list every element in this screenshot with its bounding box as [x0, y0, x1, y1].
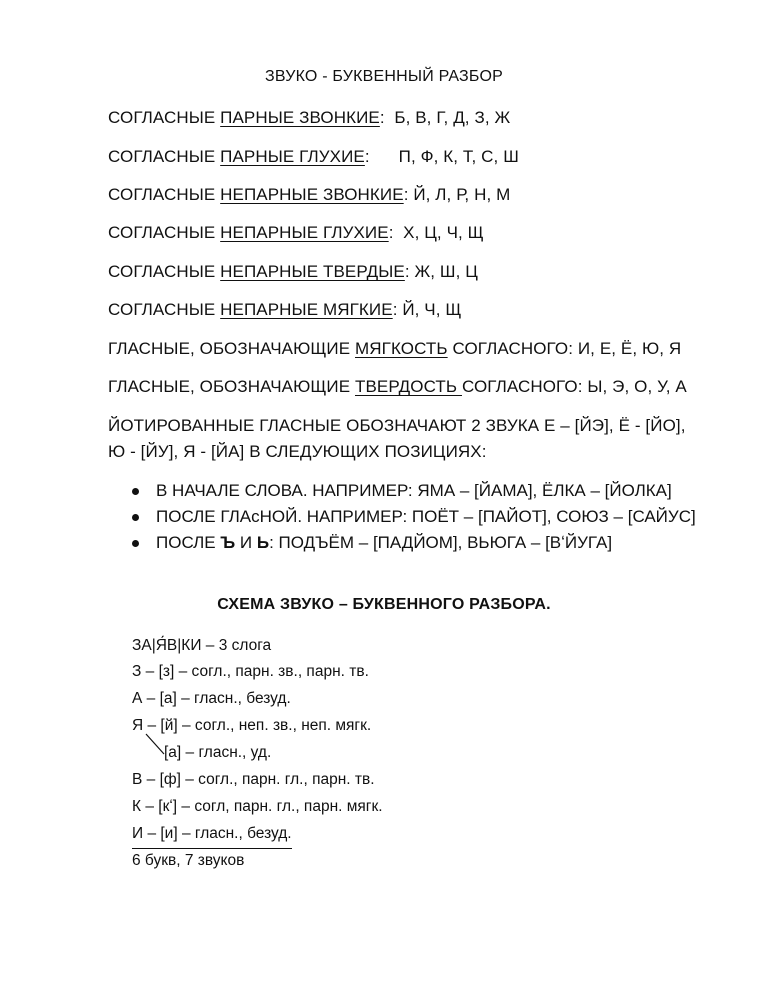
row-unpaired-voiced: [108, 185, 510, 205]
list-item-after: : ПОДЪЁМ – [ПАДЙОМ], ВЬЮГА – [ВʻЙУГА]: [269, 533, 613, 552]
row-suffix: : Ж, Ш, Ц: [404, 262, 478, 281]
sound-split-connector: [140, 730, 170, 762]
iotated-line-2: Ю - [ЙУ], Я - [ЙА] В СЛЕДУЮЩИХ ПОЗИЦИЯХ:: [108, 442, 487, 461]
list-item-before: ПОСЛЕ: [156, 533, 221, 552]
row-prefix: СОГЛАСНЫЕ: [108, 147, 221, 166]
bullet-icon: [132, 514, 139, 521]
row-prefix: ГЛАСНЫЕ, ОБОЗНАЧАЮЩИЕ: [108, 339, 355, 358]
scheme-line: [а] – гласн., уд.: [164, 744, 272, 761]
row-vowels-softness: [108, 339, 681, 359]
row-prefix: СОГЛАСНЫЕ: [108, 108, 221, 127]
row-suffix: : Й, Ч, Щ: [392, 300, 462, 319]
row-suffix: СОГЛАСНОГО: И, Е, Ё, Ю, Я: [447, 339, 682, 358]
row-suffix: : Й, Л, Р, Н, М: [403, 185, 511, 204]
scheme-line: Я – [й] – согл., неп. зв., неп. мягк.: [132, 717, 372, 734]
row-term: ПАРНЫЕ ГЛУХИЕ: [220, 147, 365, 166]
hard-sign: Ъ: [220, 533, 236, 552]
row-term: НЕПАРНЫЕ ТВЕРДЫЕ: [220, 262, 405, 281]
list-item-text: В НАЧАЛЕ СЛОВА. НАПРИМЕР: ЯМА – [ЙАМА], ЁЛКА – [ЙОЛКА]: [156, 481, 672, 500]
row-prefix: СОГЛАСНЫЕ: [108, 223, 221, 242]
list-item-mid: И: [235, 533, 257, 552]
row-unpaired-voiceless: [108, 223, 484, 243]
bullet-icon: [132, 488, 139, 495]
bullet-icon: [132, 540, 139, 547]
scheme-line: В – [ф] – согл., парн. гл., парн. тв.: [132, 771, 375, 788]
row-vowels-hardness: [108, 377, 687, 397]
list-item: [128, 530, 726, 556]
row-suffix: : Х, Ц, Ч, Щ: [388, 223, 484, 242]
row-prefix: СОГЛАСНЫЕ: [108, 262, 221, 281]
row-suffix: : Б, В, Г, Д, З, Ж: [379, 108, 511, 127]
scheme-line: З – [з] – согл., парн. зв., парн. тв.: [132, 663, 369, 680]
row-unpaired-hard: [108, 262, 478, 282]
scheme-total: 6 букв, 7 звуков: [132, 852, 245, 869]
row-paired-voiceless: [108, 147, 519, 167]
row-unpaired-soft: [108, 300, 461, 320]
list-item: [128, 504, 726, 530]
divider-line: [132, 848, 292, 849]
page-title: ЗВУКО - БУКВЕННЫЙ РАЗБОР: [265, 68, 503, 85]
list-item-text: ПОСЛЕ ГЛАсНОЙ. НАПРИМЕР: ПОЁТ – [ПАЙОТ], СОЮЗ – [САЙУС]: [156, 507, 696, 526]
positions-list: [128, 478, 726, 556]
list-item: [128, 478, 726, 504]
scheme-line: А – [а] – гласн., безуд.: [132, 690, 291, 707]
row-term: НЕПАРНЫЕ ЗВОНКИЕ: [220, 185, 404, 204]
scheme-word: ЗА|Я́В|КИ – 3 слога: [132, 637, 272, 654]
soft-sign: Ь: [256, 533, 270, 552]
row-term: ТВЕРДОСТЬ: [355, 377, 462, 396]
row-suffix: : П, Ф, К, Т, С, Ш: [364, 147, 519, 166]
scheme-line: И – [и] – гласн., безуд.: [132, 825, 292, 842]
row-paired-voiced: [108, 108, 510, 128]
scheme-heading: СХЕМА ЗВУКО – БУКВЕННОГО РАЗБОРА.: [217, 596, 551, 613]
row-prefix: СОГЛАСНЫЕ: [108, 185, 221, 204]
row-term: МЯГКОСТЬ: [355, 339, 448, 358]
row-prefix: СОГЛАСНЫЕ: [108, 300, 221, 319]
row-term: НЕПАРНЫЕ МЯГКИЕ: [220, 300, 393, 319]
iotated-line-1: ЙОТИРОВАННЫЕ ГЛАСНЫЕ ОБОЗНАЧАЮТ 2 ЗВУКА Е – [ЙЭ], Ё - [ЙО],: [108, 416, 686, 435]
row-term: НЕПАРНЫЕ ГЛУХИЕ: [220, 223, 389, 242]
row-prefix: ГЛАСНЫЕ, ОБОЗНАЧАЮЩИЕ: [108, 377, 355, 396]
scheme-line: К – [кʻ] – согл, парн. гл., парн. мягк.: [132, 798, 383, 815]
row-term: ПАРНЫЕ ЗВОНКИЕ: [220, 108, 380, 127]
row-suffix: СОГЛАСНОГО: Ы, Э, О, У, А: [461, 377, 687, 396]
